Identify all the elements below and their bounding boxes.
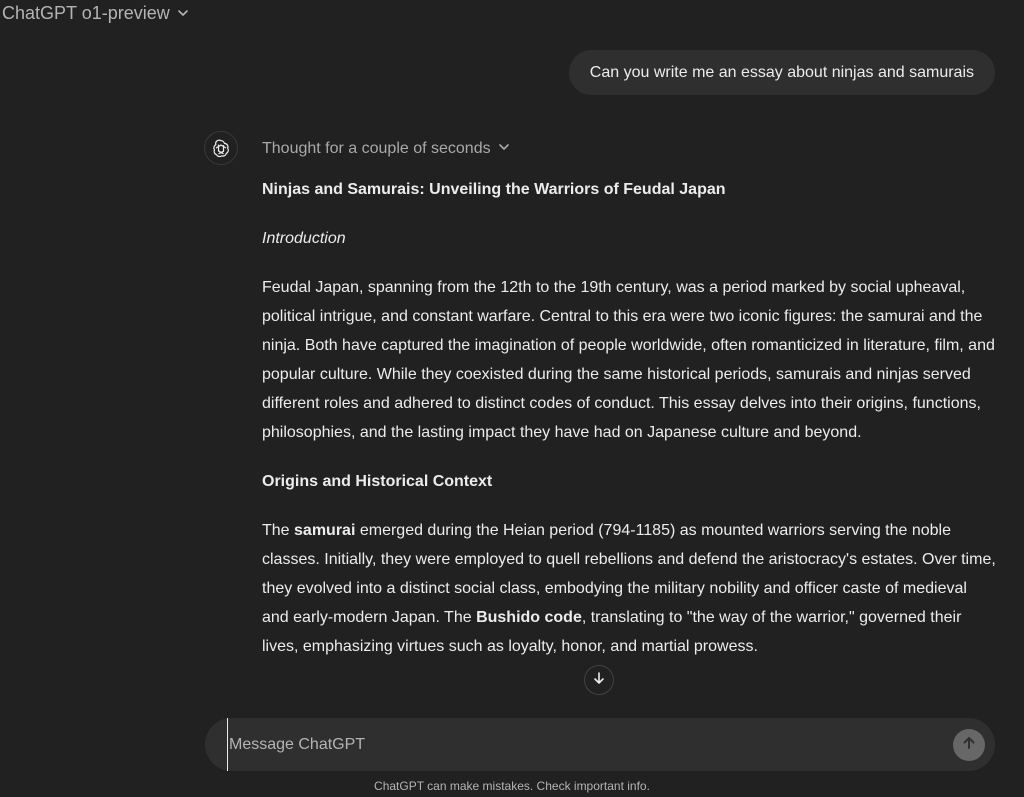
openai-logo-icon [204, 131, 238, 165]
section-paragraph [262, 516, 998, 661]
bold-term-samurai: samurai [294, 522, 356, 539]
thought-toggle[interactable] [262, 138, 511, 160]
disclaimer-text: ChatGPT can make mistakes. Check important info. [374, 779, 650, 793]
model-name: ChatGPT o1-preview [2, 2, 170, 23]
assistant-message [262, 175, 998, 681]
intro-paragraph: Feudal Japan, spanning from the 12th to the 19th century, was a period marked by social upheaval, political intrigue, and constant warfare. Central to this era were two iconic figures: the samurai and the ninja. Both have captured the imagination of people worldwide, often romanticized in literature, film, and popular culture. While they coexisted during the same historical periods, samurais and ninjas served different roles and adhered to distinct codes of conduct. This essay delves into their origins, functions, philosophies, and the lasting impact they have had on Japanese culture and beyond. [262, 279, 995, 441]
arrow-down-icon [592, 671, 606, 690]
message-composer [205, 718, 995, 771]
paragraph-text: The [262, 522, 295, 539]
arrow-up-icon [961, 735, 977, 756]
chevron-down-icon [497, 140, 511, 159]
essay-title: Ninjas and Samurais: Unveiling the Warriors of Feudal Japan [262, 181, 726, 198]
user-message-bubble: Can you write me an essay about ninjas and samurais [569, 50, 995, 95]
bold-term-bushido: Bushido code [476, 609, 582, 626]
message-input[interactable] [227, 718, 927, 771]
section-heading: Origins and Historical Context [262, 473, 493, 490]
intro-heading: Introduction [262, 230, 346, 247]
chevron-down-icon [176, 6, 190, 20]
scroll-to-bottom-button[interactable] [584, 665, 614, 695]
paragraph-text: emerged during the Heian period (794-1185) as mounted warriors serving the noble classes. Initially, they were employed to quell rebellions and defend the aristocracy's estates. Over time, they evolved into a distinct social class, embodying the military nobility and officer caste of medieval and early-modern Japan. The [262, 522, 996, 626]
send-button[interactable] [953, 729, 985, 761]
thought-label: Thought for a couple of seconds [262, 140, 491, 157]
chat-fade [0, 690, 1024, 720]
model-switcher[interactable] [2, 0, 190, 26]
user-message-row [569, 50, 995, 95]
paragraph-text: , translating to "the way of the warrior," governed their lives, emphasizing virtues such as loyalty, honor, and martial prowess. [262, 609, 962, 655]
